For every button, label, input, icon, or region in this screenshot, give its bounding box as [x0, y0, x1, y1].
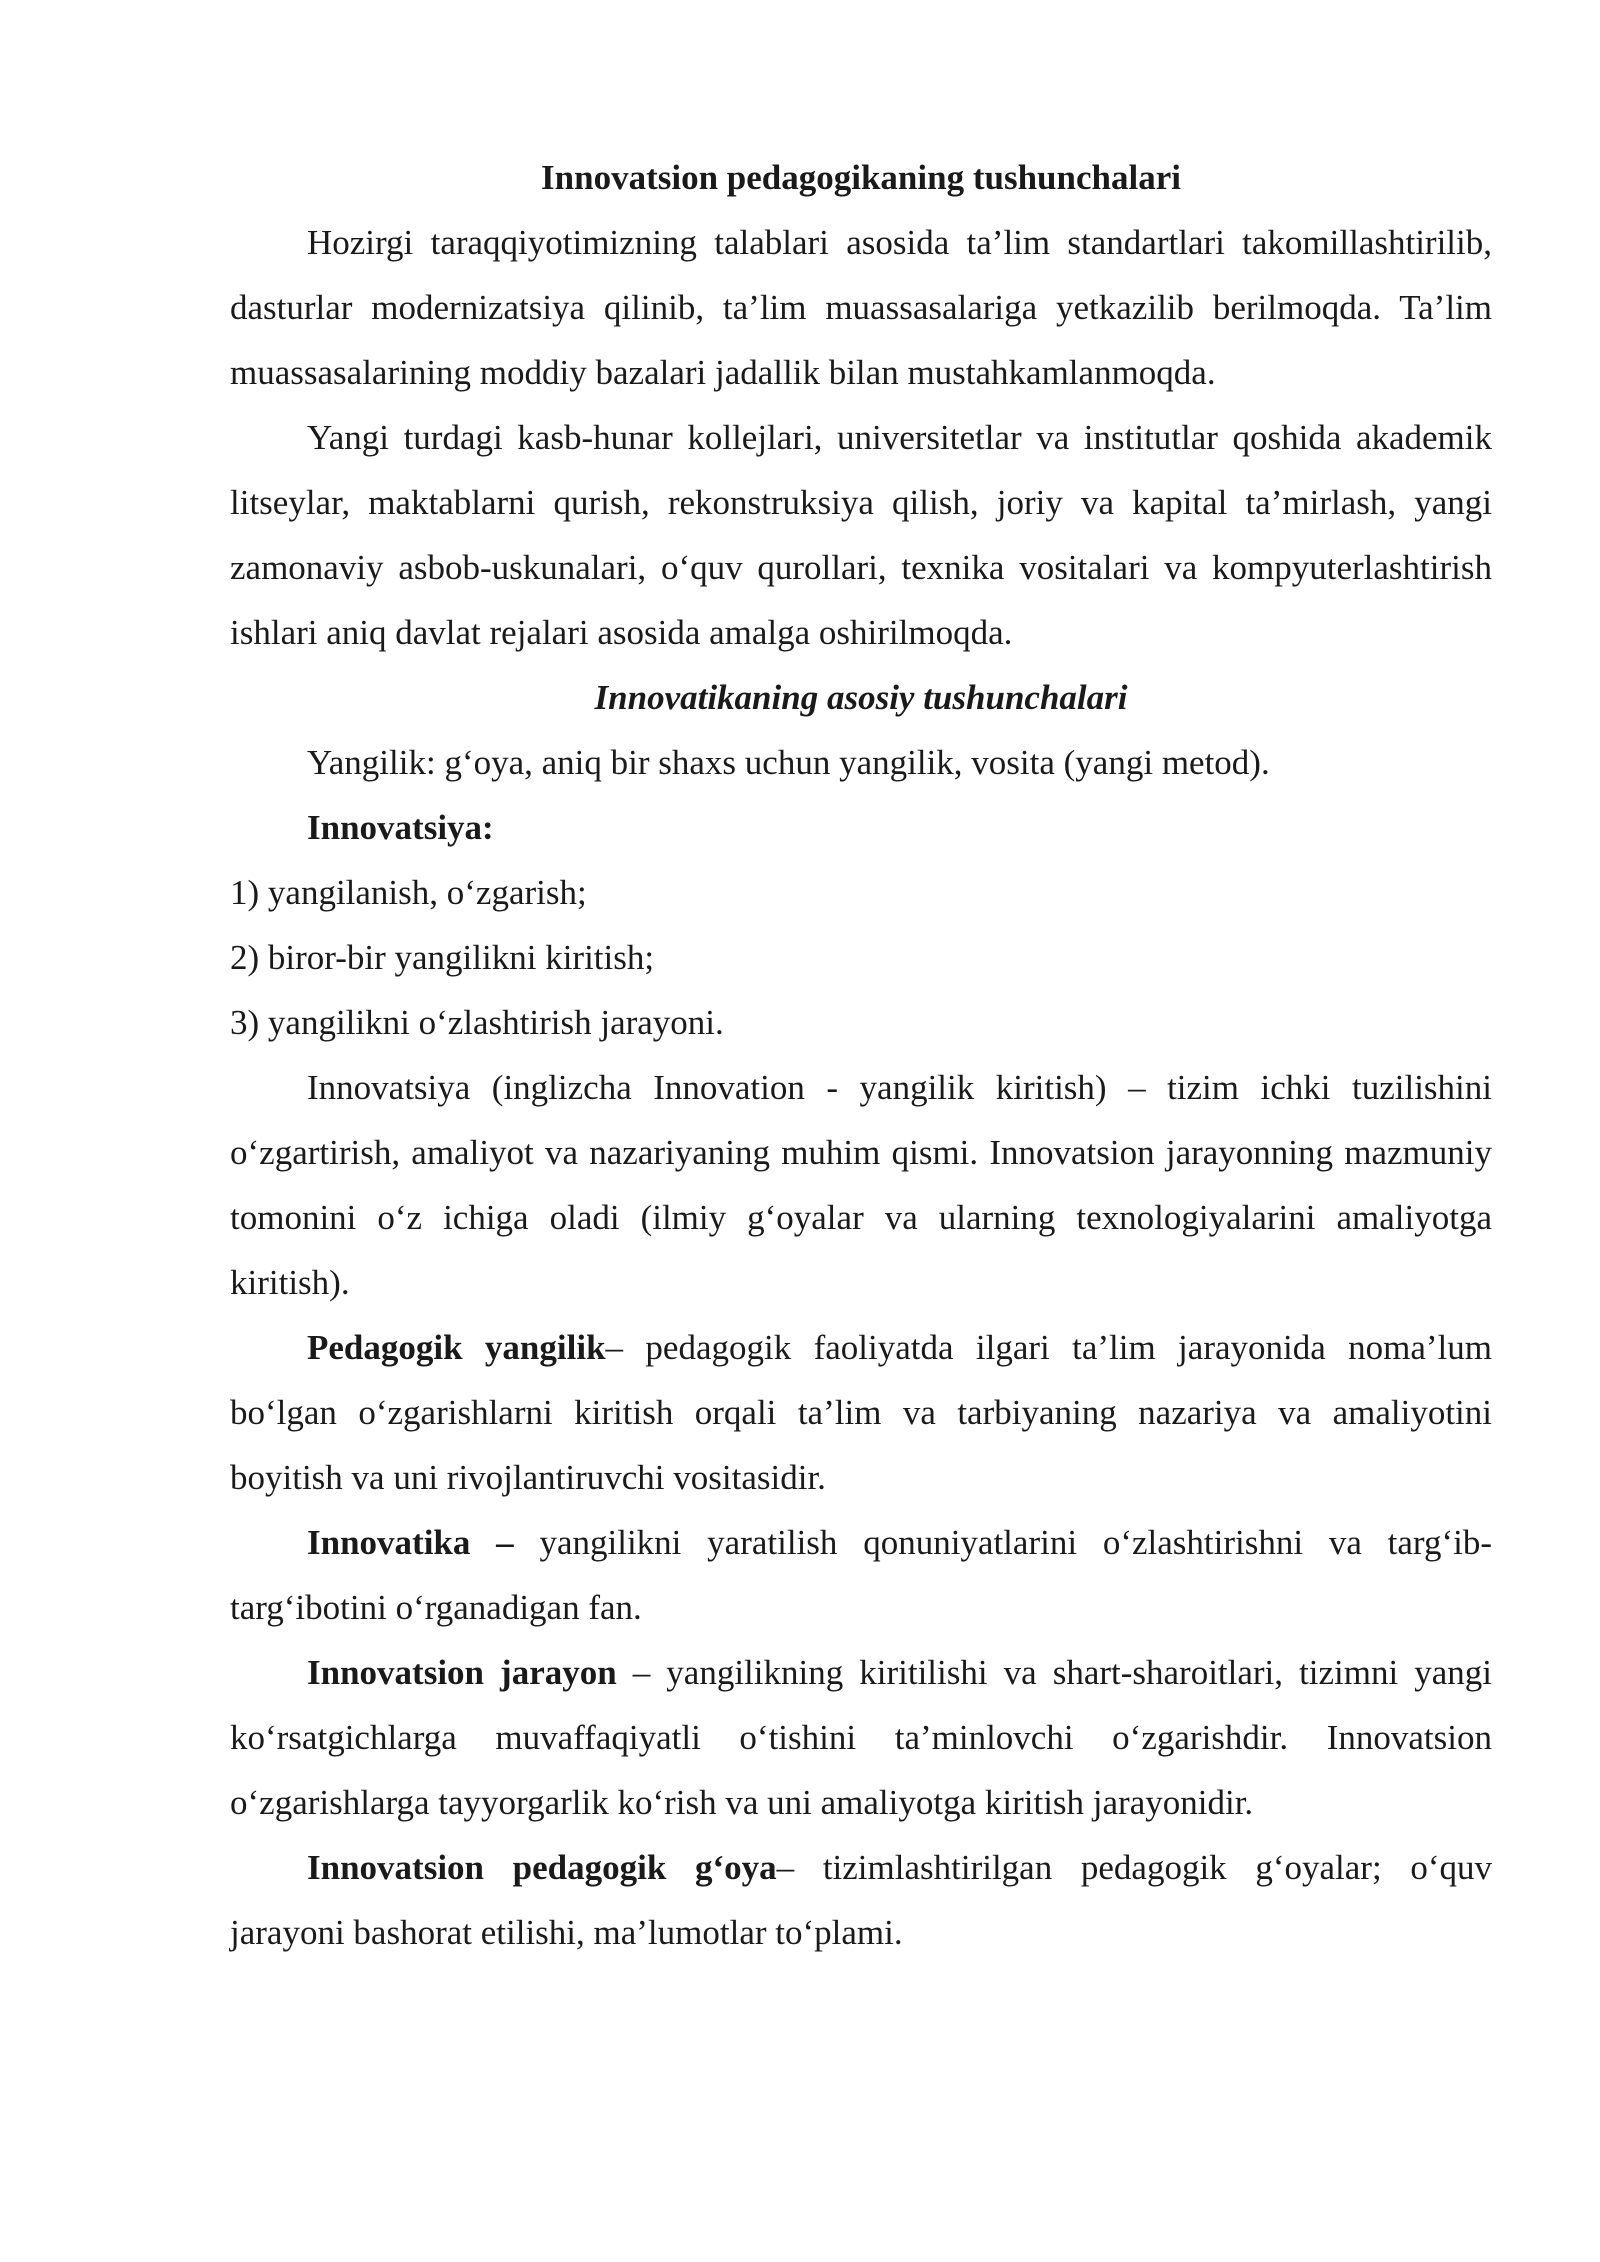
- definition-pedagogik-yangilik: [230, 1315, 1492, 1510]
- innovatsiya-heading: Innovatsiya:: [307, 808, 494, 847]
- definition-text: – yangilikning kiritilishi va shart-sharoitlari, tizimni yangi ko‘rsatgichlarga muvaffaqiyatli o‘tishini ta’minlovchi o‘zgarishdir. Innovatsion o‘zgarishlarga tayyorgarlik ko‘rish va uni amaliyotga kiritish jarayonidir.: [230, 1653, 1493, 1822]
- document-page: [230, 145, 1492, 1965]
- definition-text: – tizimlashtirilgan pedagogik g‘oyalar; o‘quv jarayoni bashorat etilishi, ma’lumotlar to‘plami.: [230, 1848, 1492, 1952]
- document-title: Innovatsion pedagogikaning tushunchalari: [541, 158, 1181, 197]
- definition-term: Innovatsion pedagogik g‘oya: [307, 1848, 777, 1887]
- definition-text: – pedagogik faoliyatda ilgari ta’lim jarayonida noma’lum bo‘lgan o‘zgarishlarni kiritish orqali ta’lim va tarbiyaning nazariya va amaliyotini boyitish va uni rivojlantiruvchi vositasidir.: [230, 1328, 1493, 1497]
- list-item: 1) yangilanish, o‘zgarish;: [230, 873, 587, 912]
- definition-term: Innovatsion jarayon: [307, 1653, 617, 1692]
- definition-text: yangilikni yaratilish qonuniyatlarini o‘zlashtirishni va targ‘ib-targ‘ibotini o‘rganadigan fan.: [230, 1523, 1492, 1627]
- paragraph-standards: Hozirgi taraqqiyotimizning talablari asosida ta’lim standartlari takomillashtirilib, dasturlar modernizatsiya qilinib, ta’lim muassasalariga yetkazilib berilmoqda. Ta’lim muassasalarining moddiy bazalari jadallik bilan mustahkamlanmoqda.: [230, 223, 1492, 392]
- list-item: 3) yangilikni o‘zlashtirish jarayoni.: [230, 1003, 724, 1042]
- definition-term: Pedagogik yangilik: [307, 1328, 606, 1367]
- yangilik-definition: Yangilik: g‘oya, aniq bir shaxs uchun yangilik, vosita (yangi metod).: [307, 743, 1270, 782]
- definition-innovatsion-pedagogik-goya: [230, 1835, 1492, 1965]
- definition-innovatika: [230, 1510, 1492, 1640]
- definition-innovatsion-jarayon: [230, 1640, 1492, 1835]
- paragraph-innovatsiya: Innovatsiya (inglizcha Innovation - yangilik kiritish) – tizim ichki tuzilishini o‘zgartirish, amaliyot va nazariyaning muhim qismi. Innovatsion jarayonning mazmuniy tomonini o‘z ichiga oladi (ilmiy g‘oyalar va ularning texnologiyalarini amaliyotga kiritish).: [230, 1068, 1492, 1302]
- definition-term: Innovatika –: [307, 1523, 514, 1562]
- list-item: 2) biror-bir yangilikni kiritish;: [230, 938, 655, 977]
- paragraph-institutions: Yangi turdagi kasb-hunar kollejlari, universitetlar va institutlar qoshida akademik litseylar, maktablarni qurish, rekonstruksiya qilish, joriy va kapital ta’mirlash, yangi zamonaviy asbob-uskunalari, o‘quv qurollari, texnika vositalari va kompyuterlashtirish ishlari aniq davlat rejalari asosida amalga oshirilmoqda.: [230, 418, 1492, 652]
- section-subtitle: Innovatikaning asosiy tushunchalari: [594, 678, 1128, 717]
